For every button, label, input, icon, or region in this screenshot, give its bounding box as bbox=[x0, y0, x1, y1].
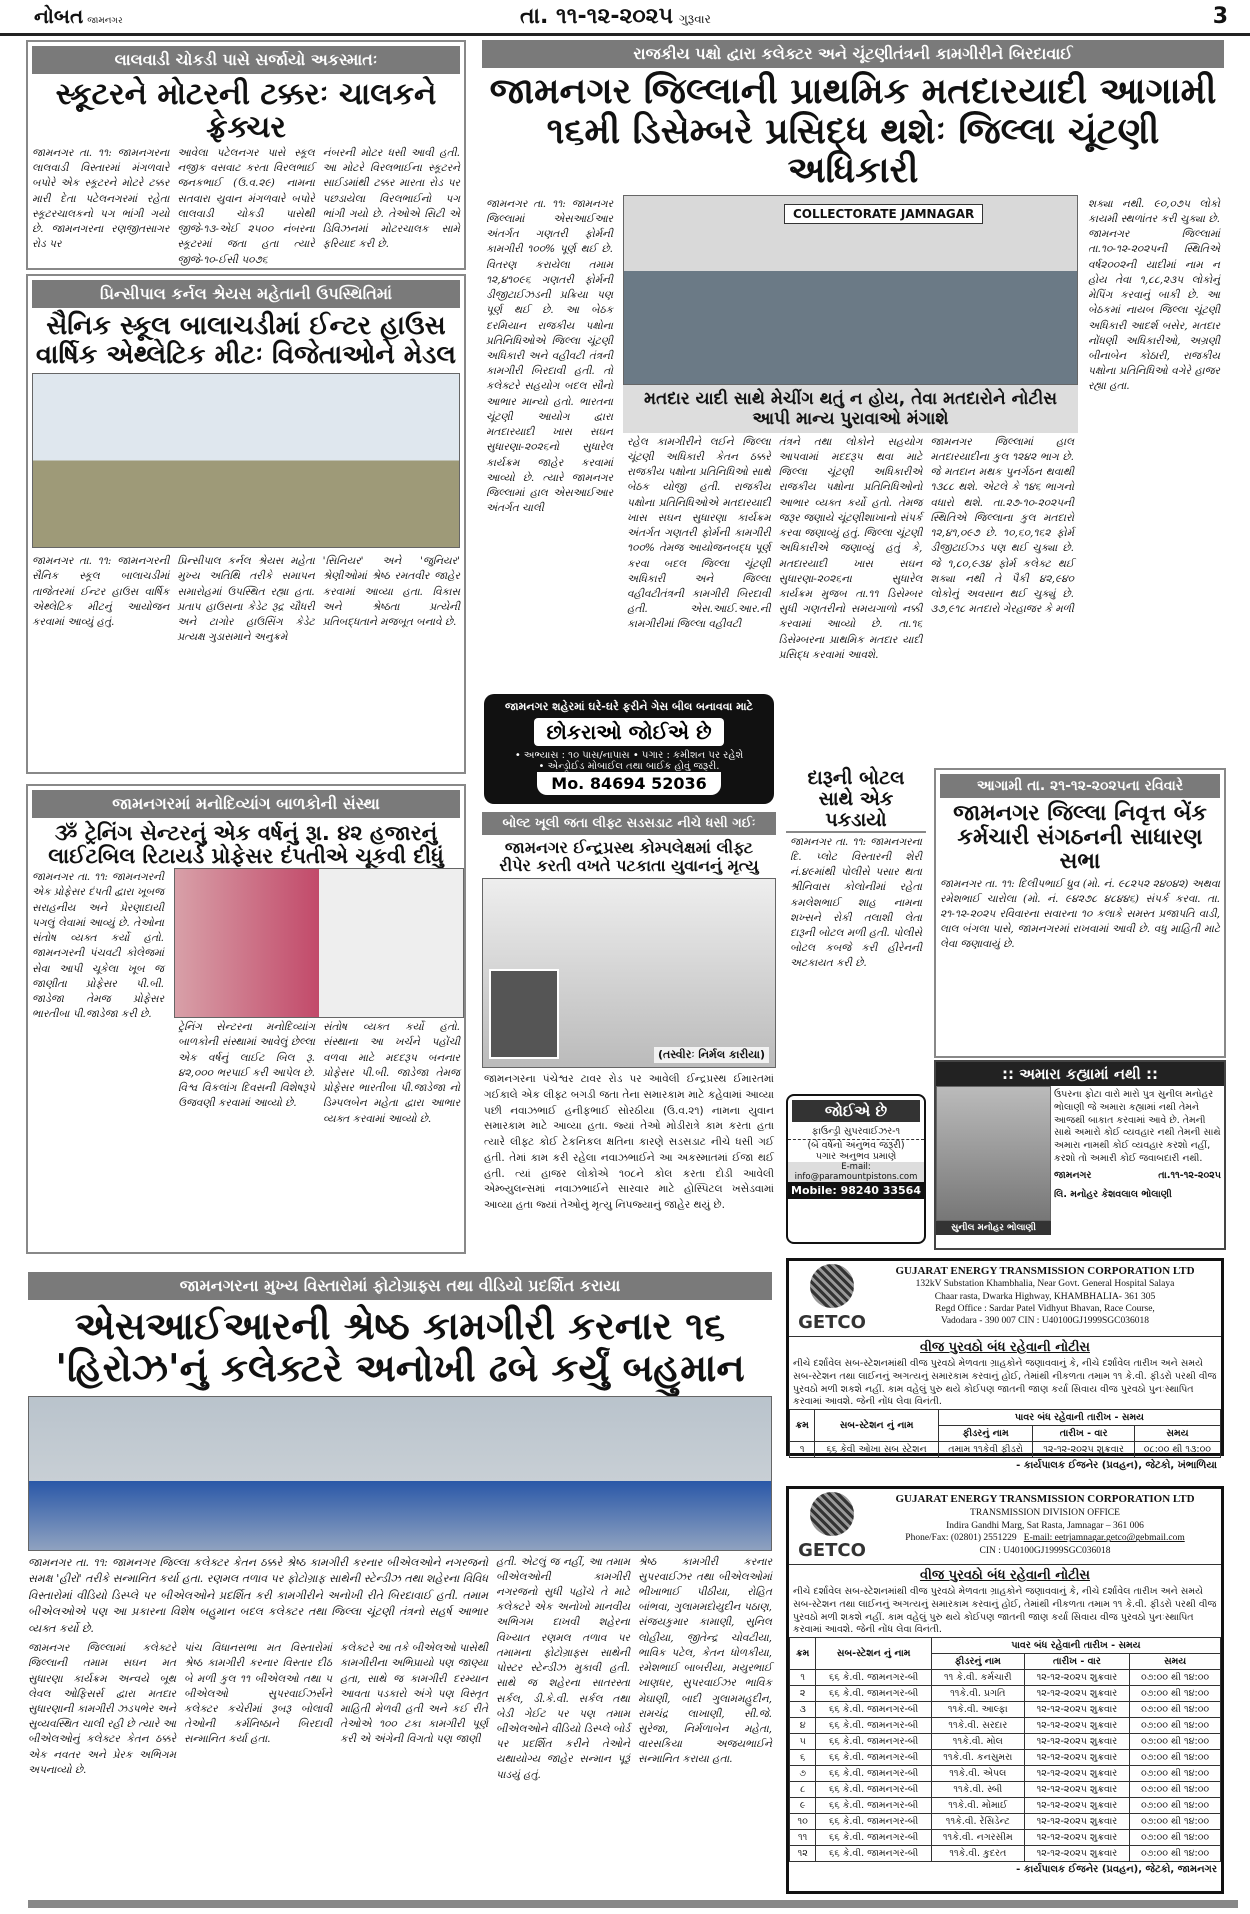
getco-notice-jamnagar bbox=[786, 1486, 1224, 1894]
cell: ૧૨-૧૨-૨૦૨૫ શુક્રવાર bbox=[1024, 1686, 1130, 1702]
cell: ૮ bbox=[790, 1782, 816, 1798]
notice-disownment bbox=[934, 1060, 1226, 1250]
table-row bbox=[790, 1830, 1221, 1846]
phone: Phone/Fax: (02801) 2551229 bbox=[905, 1533, 1017, 1544]
article-liquor bbox=[786, 768, 926, 1058]
notice-body: ઉપરના ફોટા વારો મારો પુત્ર સુનીલ મનોહર ભોલાણી જે અમારા કહ્યામાં નથી તેમને આજથી બાકાત કરવામાં આવે છે. તેમની સાથે અમારો કોઈ વ્યવહાર નથી તેમની સાથે અમારા નામથી કોઈ વ્યવહાર કરશો નહીં, કરશો તો અમારી કોઈ જવાબદારી નથી. bbox=[1054, 1089, 1221, 1165]
address-line: 132kV Substation Khambhalia, Near Govt. General Hospital Salaya bbox=[915, 1279, 1175, 1290]
body-col: કલેક્ટરે આ તકે બીએલઓ પાસેથી કામગીરીના અભિપ્રાયો પણ જાણ્યા હતા, સાથે જ કામગીરી દરમ્યાન આવતા પડકારો અંગે પણ વિસ્તૃત માહિતી મેળવી હતી અને કઈ રીતે તેઓએ ૧૦૦ ટકા કામગીરી પૂર્ણ કરી એ અંગેની વિગતો પણ જાણી bbox=[340, 1642, 488, 1746]
ad-title: છોકરાઓ જોઈએ છે bbox=[534, 718, 723, 746]
table-row bbox=[790, 1782, 1221, 1798]
kicker: જામનગરના મુખ્ય વિસ્તારોમાં ફોટોગ્રાફ્સ તથા વીડિયો પ્રદર્શિત કરાયા bbox=[28, 1272, 772, 1300]
getco-emblem-icon bbox=[810, 1264, 854, 1308]
table-row bbox=[790, 1766, 1221, 1782]
photo-credit: (તસ્વીરઃ નિર્મલ કારીયા) bbox=[654, 1047, 769, 1063]
headline-line2: વાર્ષિક એથ્લેટિક મીટઃ વિજેતાઓને મેડલ bbox=[35, 339, 457, 370]
cell: ૧૨-૧૨-૨૦૨૫ શુક્રવાર bbox=[1024, 1670, 1130, 1686]
email-link[interactable]: E-mail: eetrjamnagar.getco@gebmail.com bbox=[1023, 1533, 1185, 1544]
body-col: સંતોષ વ્યક્ત કર્યો હતો. સંસ્થાના આ ખર્ચને પહોંચી વળવા માટે મદદરૂપ બનનાર પ્રોફેસર પી.બી. જાડેજા તેમજ પ્રોફેસર ભારતીબા પી.જાડેજા નો ડિમ્પલબેન મહેતા દ્વારા આભાર વ્યક્ત કરવામાં આવ્યો છે. bbox=[323, 1021, 460, 1125]
col-header: તારીખ - વાર bbox=[1024, 1654, 1130, 1670]
ad-line: • એન્ડ્રોઈડ મોબાઈલ તથા બાઈક હોવું જરૂરી. bbox=[538, 761, 720, 772]
col-header: ફીડરનું નામ bbox=[938, 1426, 1033, 1442]
cell: ૬૬ કે.વી. જામનગર-બી bbox=[816, 1702, 932, 1718]
getco-logo bbox=[792, 1264, 872, 1333]
subheadline: મતદાર યાદી સાથે મેચીંગ થતું ન હોય, તેવા મતદારોને નોટીસ આપી માન્ય પુરાવાઓ મંગાશે bbox=[623, 385, 1078, 433]
headline-line2: કર્મચારી સંગઠનની સાધારણ સભા bbox=[957, 825, 1203, 875]
ad-salary: પગાર અનુભવ પ્રમાણે bbox=[815, 1151, 897, 1162]
body-col: હતી. એટલું જ નહીં, આ તમામ બીએલઓની કામગીરી નગરજનો સુધી પહોંચે તે માટે કલેક્ટરે એક અનોખો માનવીય અભિગમ દાખવી શહેરના વિખ્યાત રણમલ તળાવ પર તમામના ફોટોગ્રાફ્સ સાથેની પોસ્ટર સ્ટેન્ડીઝ મુકાવી હતી. સાથે જ શહેરના સાતરસ્તા સર્કલ, ડી.કે.વી. સર્કલ તથા બેડી ગેઈટ પર પણ તમામ બીએલઓને વીડિયો ડિસ્પ્લે બોર્ડ પર પ્રદર્શિત કરીને તેઓને યથાયોગ્ય જાહેર સન્માન પૂરૂં પાડયું હતું. bbox=[496, 1555, 630, 1781]
cell: ૧૨-૧૨-૨૦૨૫ શુક્રવાર bbox=[1024, 1846, 1130, 1862]
cell: ૧૧કે.વી. રેસિડેન્ટ bbox=[931, 1814, 1024, 1830]
col-header: ક્રમ bbox=[790, 1638, 816, 1670]
logo-text: નોબત bbox=[34, 4, 84, 28]
cell: ૦૭:૦૦ થી ૧૪:૦૦ bbox=[1130, 1846, 1221, 1862]
headline-line1: ૐ ટ્રેનિંગ સેન્ટરનું એક વર્ષનું રૂા. ૪૨ હજારનું bbox=[54, 821, 438, 845]
cell: ૧૨-૧૨-૨૦૨૫ શુક્રવાર bbox=[1024, 1702, 1130, 1718]
table-row bbox=[790, 1814, 1221, 1830]
table-row bbox=[790, 1670, 1221, 1686]
cell: ૧૦ bbox=[790, 1814, 816, 1830]
col-header: સબ-સ્ટેશન નું નામ bbox=[815, 1410, 938, 1442]
article-body bbox=[482, 195, 617, 665]
cell: ૩ bbox=[790, 1702, 816, 1718]
ranmal-lake-display-photo bbox=[28, 1396, 772, 1551]
article-body bbox=[28, 1637, 488, 1782]
article-training-center bbox=[26, 784, 466, 1254]
cell: ૧૧કે.વી. મોલ bbox=[931, 1734, 1024, 1750]
article-body bbox=[174, 1018, 464, 1129]
newspaper-logo bbox=[34, 4, 123, 28]
cell: ૧૨-૧૨-૨૦૨૫ શુક્રવાર bbox=[1024, 1718, 1130, 1734]
cell: ૬૬ કે.વી. જામનગર-બી bbox=[816, 1718, 932, 1734]
article-body bbox=[1084, 195, 1224, 665]
col-header: ક્રમ bbox=[790, 1410, 815, 1442]
ad-email-link[interactable]: info@paramountpistons.com bbox=[794, 1172, 918, 1182]
cell: ૬૬ કે.વી. જામનગર-બી bbox=[816, 1830, 932, 1846]
signature: - કાર્યપાલક ઈજનેર (પ્રવહન), જેટકો, જામનગર bbox=[1016, 1864, 1217, 1876]
cell: ૦૭:૦૦ થી ૧૪:૦૦ bbox=[1130, 1670, 1221, 1686]
headline-line1: એસઆઈઆરની શ્રેષ્ઠ કામગીરી કરનાર ૧૬ bbox=[74, 1304, 726, 1348]
notice-place: જામનગર bbox=[1054, 1169, 1092, 1181]
cell: ૬ bbox=[790, 1750, 816, 1766]
headline-line2: ૧૬મી ડિસેમ્બરે પ્રસિદ્ધ થશેઃ જિલ્લા ચૂંટણી અધિકારી bbox=[546, 110, 1160, 192]
cell: ૦૭:૦૦ થી ૧૪:૦૦ bbox=[1130, 1702, 1221, 1718]
ad-title: જોઈએ છે bbox=[792, 1100, 920, 1122]
article-accident bbox=[26, 40, 466, 270]
company-name: GUJARAT ENERGY TRANSMISSION CORPORATION LTD bbox=[895, 1493, 1195, 1505]
article-sir-heroes bbox=[28, 1272, 772, 1902]
cell: ૧૨-૧૨-૨૦૨૫ શુક્રવાર bbox=[1024, 1766, 1130, 1782]
cell: ૬૬ કે.વી. જામનગર-બી bbox=[816, 1670, 932, 1686]
table-row bbox=[790, 1686, 1221, 1702]
headline-line1: જામનગર જિલ્લાની પ્રાથમિક મતદારયાદી આગામી bbox=[489, 71, 1217, 112]
article-sainik-school bbox=[26, 274, 466, 774]
cell: ૬૬ કે.વી. જામનગર-બી bbox=[816, 1734, 932, 1750]
article-body bbox=[28, 868, 168, 1129]
ad-phone: Mo. 84694 52036 bbox=[537, 772, 720, 795]
outage-schedule-table bbox=[789, 1409, 1221, 1458]
article-body bbox=[28, 144, 464, 270]
address-line: Vadodara - 390 007 CIN : U40100GJ1999SGC036018 bbox=[941, 1316, 1149, 1327]
professor-couple-photo bbox=[174, 868, 464, 1018]
cell: ૬૬ કે.વી. જામનગર-બી bbox=[816, 1766, 932, 1782]
issue-date: તા. ૧૧-૧૨-૨૦૨૫ bbox=[520, 4, 674, 29]
cell: ૬૬ કે.વી. જામનગર-બી bbox=[816, 1686, 932, 1702]
article-body bbox=[936, 875, 1224, 955]
cell: ૧ bbox=[790, 1442, 815, 1458]
col-header: પાવર બંધ રહેવાની તારીખ - સમય bbox=[938, 1410, 1220, 1426]
cell: ૧૧ bbox=[790, 1830, 816, 1846]
col-header: તારીખ - વાર bbox=[1033, 1426, 1134, 1442]
headline-line2: 'હિરોઝ'નું કલેક્ટરે અનોખી ઢબે કર્યું બહુમાન bbox=[55, 1345, 745, 1390]
outage-schedule-table bbox=[789, 1637, 1221, 1862]
address-line: Chaar rasta, Dwarka Highway, KHAMBHALIA- 361 305 bbox=[934, 1291, 1156, 1302]
body-col: તંત્રને તથા લોકોને સહયોગ આપવામાં મદદરૂપ થવા માટે જિલ્લા ચૂંટણી અધિકારીએ રાજકીય પક્ષોના પ્રતિનિધિઓનો આભાર વ્યક્ત કર્યો હતો. તેમજ જરૂર જણાયે ચૂંટણીશાખાનો સંપર્ક કરવા જણાવ્યું હતું. જિલ્લા ચૂંટણી અધિકારીએ જણાવ્યું હતું કે, મતદારયાદી ખાસ સઘન સુધારણા-૨૦૨૬ના સુધારેલ કાર્યક્રમ મુજબ તા.૧૧ ડિસેમ્બર સુધી ગણતરીનો સમયગાળો નક્કી કરવામાં આવ્યો છે. તા.૧૬ ડિસેમ્બરના પ્રાથમિક મતદાર યાદી પ્રસિદ્ધ કરવામાં આવશે. bbox=[778, 435, 923, 661]
cin: CIN : U40100GJ1999SGC036018 bbox=[979, 1546, 1111, 1557]
table-row bbox=[790, 1846, 1221, 1862]
kicker: પ્રિન્સીપાલ કર્નલ શ્રેયસ મહેતાની ઉપસ્થિતિમાં bbox=[32, 280, 460, 308]
kicker: બોલ્ટ ખૂલી જતા લીફ્ટ સડસડાટ નીચે ધસી ગઈઃ bbox=[482, 812, 776, 835]
logo-city: જામનગર bbox=[87, 16, 123, 26]
article-body bbox=[496, 1555, 772, 1783]
athletes-group-photo bbox=[32, 373, 460, 548]
cell: ૭ bbox=[790, 1766, 816, 1782]
body-col: પ્રિન્સીપાલ કર્નલ શ્રેયસ મહેતા મુખ્ય અતિથિ તરીકે સમાપન સમારોહમાં ઉપસ્થિત રહ્યા હતા. પ્રતાપ હાઉસના કેડેટ રૂદ્ર ચૌધરી અને ટાગોર હાઉસિંગ કેડેટ પ્રત્યક્ષ ગુડાસમાને અનુક્રમે bbox=[177, 555, 315, 644]
body-col: જામનગર તા. ૧૧: દિલીપભાઈ ધ્રુવ (મો. નં. ૯૮૨૫૨ ૨૪૦૪૨) અથવા રમેશભાઈ ચારોલા (મો. નં. ૯૪૨૭૮ ૪૮૪૪૬) સંપર્ક કરવા. તા. ૨૧-૧૨-૨૦૨૫ રવિવારના સવારના ૧૦ કલાકે સમસ્ત પ્રજાપતિ વાડી, લાલ બંગલા પાસે, જામનગરમાં રાખવામાં આવી છે. વધુ માહિતી માટે લેવા જણાવાયું છે. bbox=[940, 877, 1220, 951]
cell: ૧૧કે.વી. કનસુમરા bbox=[931, 1750, 1024, 1766]
body-col: જામનગર જિલ્લામાં હાલ મતદારયાદીના કુલ ૧૨૪૨ ભાગ છે. જે મતદાન મથક પુનર્ગઠન થવાથી ૧૩૮૮ થશે. એટલે કે ૧૪૬ ભાગનો વધારો થશે. તા.૨૭-૧૦-૨૦૨૫ની સ્થિતિએ જિલ્લાના કુલ મતદારો ૧૨,૪૧,૦૯૭ છે. ૧૦,૬૦,૧૬૨ ફોર્મ ડીજીટાઈઝ્ડ પણ થઈ ચુક્યા છે. જે ૧,૮૦,૯૩૪ ફોર્મ કલેક્ટ થઈ શક્યા નથી તે પૈકી ૪૨,૯૪૦ લોકોનું અવસાન થઈ ચુક્યું છે. ૩૭,૯૧૮ મતદારો ગેરહાજર કે મળી bbox=[930, 435, 1075, 616]
headline-line1: જામનગર ઈન્દ્રપ્રસ્થ કોમ્પલેક્ષમાં લીફ્ટ bbox=[504, 838, 754, 857]
page-number: 3 bbox=[1212, 4, 1228, 29]
logo-text: GETCO bbox=[798, 1540, 866, 1561]
division-name: TRANSMISSION DIVISION OFFICE bbox=[970, 1507, 1120, 1518]
cell: ૧૧કે.વી. એપલ bbox=[931, 1766, 1024, 1782]
col-header: સમય bbox=[1130, 1654, 1221, 1670]
cell: ૦૭:૦૦ થી ૧૪:૦૦ bbox=[1130, 1718, 1221, 1734]
cell: ૧૨-૧૨-૨૦૨૫ શુક્રવાર bbox=[1024, 1750, 1130, 1766]
body-col: શ્રેષ્ઠ કામગીરી કરનાર સુપરવાઈઝર તથા બીએલઓમાં ભીખાભાઈ પીઠીયા, રોહિત બાંભવા, ગુલામમદોયુદીન પઠાણ, સંજયકુમાર કામાણી, સુનિલ લોહીયા, જીતેન્દ્ર ચોવટીયા, ભાવિક પટેલ, કેતન ધોળકીયા, રમેશભાઈ બાબરીયા, મયુરભાઈ ખાણધર, સુપરવાઈઝર ભાવિક મેઘાણી, બાદી ગુલામમહુદીન, રામચંદ્ર લાખાણી, સી.જે. સુરેજા, નિર્મળાબેન મહેતા, વારસકિયા અજયભાઈને સન્માનિત કરાયા હતા. bbox=[638, 1555, 772, 1766]
ad-foundry-supervisor bbox=[786, 1094, 926, 1244]
body-col: આવેલા પટેલનગર પાસે સ્કૂલ નજીક વસવાટ કરતા વિરલભાઈ જનકભાઈ (ઉ.વ.૨૯) નામના સતવારા યુવાન મંગળવારે બપોરે લાલવાડી ચોકડી પાસેથી જીજે-૧૩-એઈ ૨૫૦૦ નંબરના સ્કૂટરમાં જતા હતા ત્યારે જીજે-૧૦-ઈસી ૫૦૭૬ bbox=[177, 147, 315, 266]
cell: ૧૧ કે.વી. કર્મચારી bbox=[931, 1670, 1024, 1686]
meeting-photo bbox=[623, 195, 1078, 385]
cell: ૧૨ bbox=[790, 1846, 816, 1862]
cell: ૬૬ કે.વી. જામનગર-બી bbox=[816, 1814, 932, 1830]
cell: ૧૨-૧૨-૨૦૨૫ શુક્રવાર bbox=[1024, 1798, 1130, 1814]
collectorate-sign: COLLECTORATE JAMNAGAR bbox=[784, 204, 983, 224]
article-body bbox=[623, 433, 1078, 665]
logo-text: GETCO bbox=[798, 1312, 866, 1333]
headline-line2: લાઈટબિલ રિટાયર્ડ પ્રોફેસર દંપતીએ ચૂકવી દીધું bbox=[48, 844, 444, 869]
notice-signatory: લિ. મનોહર કેશવલાલ ભોલાણી bbox=[1054, 1188, 1172, 1200]
cell: ૧૧કે.વી. સ્બી bbox=[931, 1782, 1024, 1798]
cell: ૦૭:૦૦ થી ૧૪:૦૦ bbox=[1130, 1798, 1221, 1814]
body-col: પાંચ વિધાનસભા મત વિસ્તારોમાં શ્રેષ્ઠ કામગીરી કરનાર વિસ્તાર દીઠ બે મળી કુલ ૧૧ બીએલઓ તથા ૫ બીએલઓ સુપરવાઈઝર્સને કલેક્ટર કચેરીમાં રૂબરૂ બોલાવી તેઓની કર્મનિષ્ઠાને બિરદાવી સન્માનિત કર્યા હતા. bbox=[184, 1642, 332, 1746]
signature: - કાર્યપાલક ઈજનેર (પ્રવહન), જેટકો, ખંભાળિયા bbox=[1016, 1460, 1217, 1472]
body-col: જામનગર તા. ૧૧: જામનગરના લાલવાડી વિસ્તારમાં મંગળવારે બપોરે એક સ્કૂટરને મોટરે ટક્કર મારી દેતા પટેલનગરમાં રહેતા સ્કૂટરચાલકનો પગ ભાંગી ગયો છે. જામનગરના રણજીતસાગર રોડ પર bbox=[32, 147, 170, 251]
col-header: ફીડરનું નામ bbox=[931, 1654, 1024, 1670]
cell: ૬૬ કે.વી. જામનગર-બી bbox=[816, 1782, 932, 1798]
table-row bbox=[790, 1702, 1221, 1718]
page-footer-rule bbox=[28, 1900, 1238, 1908]
dateline bbox=[520, 4, 711, 29]
ad-position: ફાઉન્ડ્રી સુપરવાઈઝર-૧ bbox=[788, 1126, 924, 1140]
body-col: જામનગર તા. ૧૧: જામનગર જિલ્લામાં એસઆઈઆર અંતર્ગત ગણતરી ફોર્મની કામગીરી ૧૦૦% પૂર્ણ થઈ છે. વિતરણ કરાયેલા તમામ ૧૨,૪૧૦૯૬ ગણતરી ફોર્મની ડીજીટાઈઝડની પ્રક્રિયા પણ પૂર્ણ થઈ છે. આ બેઠક દરમિયાન રાજકીય પક્ષોના પ્રતિનિધિઓએ જિલ્લા ચૂંટણી અધિકારી અને વહીવટી તંત્રની કામગીરી બિરદાવી હતી. તો કલેક્ટરે સહયોગ બદલ સૌનો આભાર માન્યો હતો. ભારતના ચૂંટણી આયોગ દ્વારા મતદારયાદી ખાસ સઘન સુધારણા-૨૦૨૬નો સુધારેલ કાર્યક્રમ જાહેર કરવામાં આવ્યો છે. ત્યારે જામનગર જિલ્લામાં હાલ એસઆઈઆર અંતર્ગત ચાલી bbox=[486, 197, 613, 515]
article-bank-meeting bbox=[934, 768, 1226, 1058]
cell: ૦૭:૦૦ થી ૧૪:૦૦ bbox=[1130, 1782, 1221, 1798]
kicker: રાજકીય પક્ષો દ્વારા કલેક્ટર અને ચૂંટણીતંત્રની કામગીરીને બિરદાવાઈ bbox=[482, 40, 1224, 68]
notice-title: :: અમારા કહ્યામાં નથી :: bbox=[936, 1062, 1224, 1086]
cell: ૨ bbox=[790, 1686, 816, 1702]
article-lift-accident bbox=[482, 812, 776, 1252]
kicker: લાલવાડી ચોકડી પાસે સર્જાયો અકસ્માતઃ bbox=[32, 46, 460, 74]
victim-inset-photo bbox=[489, 969, 559, 1059]
cell: ૫ bbox=[790, 1734, 816, 1750]
cell: ૦૭:૦૦ થી ૧૪:૦૦ bbox=[1130, 1766, 1221, 1782]
body-col: શક્યા નથી. ૯૦,૦૭૫ લોકો કાયમી સ્થળાંતર કરી ચુક્યા છે. જામનગર જિલ્લામાં તા.૧૦-૧૨-૨૦૨૫ની સ્થિતિએ વર્ષ૨૦૦૨ની યાદીમાં નામ ન હોય તેવા ૧,૮૮,૨૩૫ લોકોનું મેપિંગ કરવાનું બાકી છે. આ બેઠકમાં નાયબ જિલ્લા ચૂંટણી અધિકારી આદર્શ બસેર, મતદાર નોંધણી અધિકારીઓ, અગ્રણી બીનાબેન કોઠારી, રાજકીય પક્ષોના પ્રતિનિધિઓ વગેરે હાજર રહ્યા હતા. bbox=[1088, 197, 1220, 393]
body-col: જામનગર જિલ્લામાં કલેક્ટરે જિલ્લાની તમામ સઘન મત સુધારણા કાર્યક્રમ અન્વયે બૂથ લેવલ ઓફિસર્સ દ્વારા મતદાર સુધારણાની કામગીરી ઝડપભેર અને સુવ્યવસ્થિત ચાલી રહી છે ત્યારે આ બીએલઓનું કલેક્ટર કેતન ઠક્કરે એક નવતર અને પ્રેરક અભિગમ અપનાવ્યો છે. bbox=[28, 1642, 176, 1776]
table-row bbox=[790, 1750, 1221, 1766]
table-row bbox=[790, 1798, 1221, 1814]
table-row bbox=[790, 1734, 1221, 1750]
headline-line1: સૈનિક સ્કૂલ બાલાચડીમાં ઈન્ટર હાઉસ bbox=[46, 311, 446, 341]
notice-title: વીજ પુરવઠો બંધ રહેવાની નોટીસ bbox=[920, 1568, 1090, 1583]
cell: ૦૭:૦૦ થી ૧૪:૦૦ bbox=[1130, 1686, 1221, 1702]
issue-weekday: ગુરૂવાર bbox=[679, 12, 711, 26]
kicker: આગામી તા. ૨૧-૧૨-૨૦૨૫ના રવિવારે bbox=[940, 774, 1220, 798]
email-label: E-mail: bbox=[841, 1162, 871, 1172]
article-election bbox=[482, 40, 1224, 760]
table-row bbox=[790, 1442, 1221, 1458]
cell: ૦૮:૦૦ થી ૧૩:૦૦ bbox=[1134, 1442, 1220, 1458]
cell: ૯ bbox=[790, 1798, 816, 1814]
cell: ૧૧કે.વી. સરદાર bbox=[931, 1718, 1024, 1734]
ad-experience: (બે વર્ષનો અનુભવ જરૂરી) bbox=[807, 1140, 905, 1151]
headline: સ્કૂટરને મોટરની ટક્કરઃ ચાલકને ફ્રેક્ચર bbox=[55, 77, 437, 145]
cell: ૬૬ કે.વી. જામનગર-બી bbox=[816, 1750, 932, 1766]
cell: ૧ bbox=[790, 1670, 816, 1686]
article-body bbox=[28, 552, 464, 647]
table-row bbox=[790, 1718, 1221, 1734]
body-col: જામનગર તા. ૧૧: જામનગરની સૈનિક સ્કૂલ બાલાચડીમાં તાજેતરમાં ઈન્ટર હાઉસ વાર્ષિક એથ્લેટિક મીટનું આયોજન કરવામાં આવ્યું હતું. bbox=[32, 555, 170, 629]
cell: ૬૬ કે.વી. જામનગર-બી bbox=[816, 1846, 932, 1862]
cell: ૧૨-૧૨-૨૦૨૫ શુક્રવાર bbox=[1024, 1734, 1130, 1750]
company-name: GUJARAT ENERGY TRANSMISSION CORPORATION LTD bbox=[895, 1265, 1195, 1277]
col-header: સબ-સ્ટેશન નું નામ bbox=[816, 1638, 932, 1670]
stretcher-photo bbox=[482, 878, 776, 1068]
cell: ૧૧કે.વી. નગરસીમ bbox=[931, 1830, 1024, 1846]
body-col: ટ્રેનિંગ સેન્ટરના મનોદિવ્યાંગ બાળકોની સંસ્થામાં આવેલું છેલ્લા એક વર્ષનું લાઈટ બિલ રૂ. ૪૨,૦૦૦ ભરપાઈ કરી આપેલ છે. વિશ્વ વિકલાંગ દિવસની વિશેષરૂપે ઉજવણી કરવામાં આવ્યો છે. bbox=[178, 1021, 315, 1110]
body-col: જામનગર તા. ૧૧: જામનગરની એક પ્રોફેસર દંપતી દ્વારા ખૂબજ સરાહનીય અને પ્રેરણાદાયી પગલું લેવામાં આવ્યું છે. તેઓના સંતોષ વ્યક્ત કર્યો હતો. જામનગરની પંચવટી કોલેજમાં સેવા આપી ચૂકેલા ખૂબ જ જાણીતા પ્રોફેસર પી.બી. જાડેજા તેમજ પ્રોફેસર ભારતીબા પી.જાડેજા કરી છે. bbox=[32, 871, 164, 1021]
getco-emblem-icon bbox=[810, 1492, 854, 1536]
ad-phone: Mobile: 98240 33564 bbox=[788, 1182, 924, 1199]
ad-gas-bill-jobs bbox=[484, 694, 774, 804]
headline-line2: રીપેર કરતી વખતે પટકાતા યુવાનનું મૃત્યુ bbox=[499, 855, 759, 875]
body-col: નંબરની મોટર ધસી આવી હતી. આ મોટરે વિરલભાઈના સ્કૂટરને સાઈડમાંથી ટક્કર મારતા રોડ પર પછડાયેલા વિરલભાઈનો પગ ભાંગી ગયો છે. તેઓએ સિટી એ ડિવિઝનમાં મોટરચાલક સામે ફરિયાદ કરી છે. bbox=[322, 147, 460, 251]
cell: ૦૭:૦૦ થી ૧૪:૦૦ bbox=[1130, 1750, 1221, 1766]
cell: ૬૬ કે.વી. જામનગર-બી bbox=[816, 1798, 932, 1814]
cell: ૧૨-૧૨-૨૦૨૫ શુક્રવાર bbox=[1024, 1814, 1130, 1830]
notice-title: વીજ પુરવઠો બંધ રહેવાની નોટીસ bbox=[920, 1340, 1090, 1355]
col-header: સમય bbox=[1134, 1426, 1220, 1442]
person-photo bbox=[936, 1086, 1051, 1221]
address-line: Indira Gandhi Marg, Sat Rasta, Jamnagar – 361 006 bbox=[946, 1520, 1144, 1531]
cell: ૧૨-૧૨-૨૦૨૫ શુક્રવાર bbox=[1033, 1442, 1134, 1458]
headline: દારૂની બોટલ સાથે એક પકડાયો bbox=[786, 768, 926, 833]
notice-body: નીચે દર્શાવેલ સબ-સ્ટેશનમાંથી વીજ પુરવઠો મેળવતા ગ્રાહકોને જણાવવાનું કે, નીચે દર્શાવેલ તારીખ અને સમયે સબ-સ્ટેશન તથા લાઈનનું અગત્યનું સમારકામ કરવાનું હોઈ, તેમાંથી નીકળતા તમામ ૧૧ કે.વી. ફીડરો પરથી વીજ પુરવઠો મળી શકશે નહીં. કામ વહેલું પુરુ થયે કોઈપણ જાતની જાણ કર્યા સિવાય વીજ પુરવઠો પુનઃસ્થાપિત કરવામાં આવશે. જેની નોંધ લેવા વિનંતી. bbox=[793, 1358, 1217, 1408]
ad-line: • અભ્યાસ : ૧૦ પાસ/નાપાસ • પગાર : કમીશન પર રહેશે bbox=[514, 750, 744, 761]
body-col: 'સિનિયર' અને 'જુનિયર' શ્રેણીઓમાં શ્રેષ્ઠ રમતવીર જાહેર કરવામાં આવ્યા હતા. વિકાસ અને શ્રેષ્ઠતા પ્રત્યેની પ્રતિબદ્ધતાને મજબૂત બનાવે છે. bbox=[322, 555, 460, 629]
cell: ૧૧કે.વી. મોમાઈ bbox=[931, 1798, 1024, 1814]
getco-notice-khambhalia bbox=[786, 1258, 1224, 1472]
photo-name: સુનીલ મનોહર ભોલાણી bbox=[936, 1221, 1051, 1235]
cell: ૧૧કે.વી. કુદરત bbox=[931, 1846, 1024, 1862]
body-col: રહેલ કામગીરીને લઈને જિલ્લા ચૂંટણી અધિકારી કેતન ઠક્કરે રાજકીય પક્ષોના પ્રતિનિધિઓ સાથે બેઠક યોજી હતી. રાજકીય પક્ષોના પ્રતિનિધિઓએ મતદારયાદી ખાસ સઘન સુધારણા કાર્યક્રમ અંતર્ગત ગણતરી ફોર્મની કામગીરી ૧૦૦% તેમજ આયોજનબદ્ધ પૂર્ણ કરવા બદલ જિલ્લા ચૂંટણી અધિકારી અને જિલ્લા વહીવટીતંત્રની કામગીરી બિરદાવી હતી. એસ.આઈ.આર.ની કામગીરીમાં જિલ્લા વહીવટી bbox=[627, 435, 771, 631]
cell: ૦૭:૦૦ થી ૧૪:૦૦ bbox=[1130, 1830, 1221, 1846]
cell: ૧૨-૧૨-૨૦૨૫ શુક્રવાર bbox=[1024, 1830, 1130, 1846]
article-lead: જામનગર તા. ૧૧: જામનગર જિલ્લા કલેક્ટર કેતન ઠક્કરે શ્રેષ્ઠ કામગીરી કરનાર બીએલઓને નગરજનો સમક્ષ 'હીરો' તરીકે સન્માનિત કર્યા હતા. રણમલ તળાવ પર ફોટોગ્રાફ સાથેની સ્ટેન્ડીઝ તથા શહેરના વિવિધ વિસ્તારોમાં વીડિયો ડિસ્પ્લે પર બીએલઓને પ્રદર્શિત કરી કામગીરીને અનોખી રીતે બિરદાવાઈ હતી. તમામ બીએલઓએ પણ આ પ્રકારના વિશેષ બહુમાન બદલ કલેક્ટર તથા જિલ્લા ચૂંટણી તંત્રનો સહર્ષ આભાર વ્યક્ત કર્યો છે. bbox=[28, 1555, 488, 1635]
article-body: જામનગરના પંચેશ્વર ટાવર રોડ પર આવેલી ઈન્દ્રપ્રસ્થ ઈમારતમાં ગઈકાલે એક લીફ્ટ બગડી જતા તેના સમારકામ માટે કહેવામાં આવ્યા પછી નવાઝભાઈ હનીફભાઈ સોરઠીયા (ઉ.વ.૨૧) નામના યુવાન સમારકામ માટે આવ્યા હતા. જ્યાં તેઓ મોડીરાત્રે કામ કરતા હતા ત્યારે લીફ્ટ કોઈ ટેકનિકલ ક્ષતિના કારણે સડસડાટ નીચે ધસી ગઈ હતી. તેમાં કામ કરી રહેલા નવાઝભાઈને આ અકસ્માતમાં ઈજા થઈ હતી. ત્યાં હાજર લોકોએ ૧૦૮ને કોલ કરતા દોડી આવેલી એમ્બ્યુલન્સમાં નવાઝભાઈને સારવાર માટે હોસ્પિટલ ખસેડવામાં આવ્યા હતા જ્યાં તેઓનું મૃત્યુ નિપજ્યાનું જાહેર થયું છે. bbox=[484, 1073, 774, 1212]
col-header: પાવર બંધ રહેવાની તારીખ - સમય bbox=[931, 1638, 1220, 1654]
getco-logo bbox=[792, 1492, 872, 1561]
masthead bbox=[0, 0, 1250, 36]
cell: ૧૧કે.વી. પ્રગતિ bbox=[931, 1686, 1024, 1702]
ad-line: જામનગર શહેરમાં ઘરે-ઘરે ફરીને ગેસ બીલ બનાવવા માટે bbox=[505, 700, 753, 713]
notice-date: તા.૧૧-૧૨-૨૦૨૫ bbox=[1158, 1169, 1221, 1181]
cell: ૦૭:૦૦ થી ૧૪:૦૦ bbox=[1130, 1814, 1221, 1830]
cell: તમામ ૧૧કેવી ફીડરો bbox=[938, 1442, 1033, 1458]
kicker: જામનગરમાં મનોદિવ્યાંગ બાળકોની સંસ્થા bbox=[32, 790, 460, 818]
article-body bbox=[786, 833, 926, 974]
cell: ૦૭:૦૦ થી ૧૪:૦૦ bbox=[1130, 1734, 1221, 1750]
cell: ૬૬ કેવી ઓખા સબ સ્ટેશન bbox=[815, 1442, 938, 1458]
headline-line1: જામનગર જિલ્લા નિવૃત્ત બેંક bbox=[953, 801, 1207, 826]
cell: ૧૧કે.વી. આલ્ફા bbox=[931, 1702, 1024, 1718]
cell: ૧૨-૧૨-૨૦૨૫ શુક્રવાર bbox=[1024, 1782, 1130, 1798]
address-line: Regd Office : Sardar Patel Vidhyut Bhavan, Race Course, bbox=[935, 1303, 1155, 1314]
body-col: જામનગર તા. ૧૧: જામનગરના દિ. પ્લોટ વિસ્તારની શેરી નં.૪૯માંથી પોલીસે પસાર થતા શ્રીનિવાસ કોલોનીમાં રહેતા કમલેશભાઈ શાહ નામના શખ્સને રોકી તલાશી લેતા દારૂની બોટલ મળી હતી. પોલીસે બોટલ કબજે કરી હીરેનની અટકાયત કરી છે. bbox=[790, 835, 922, 970]
cell: ૪ bbox=[790, 1718, 816, 1734]
notice-body: નીચે દર્શાવેલ સબ-સ્ટેશનમાંથી વીજ પુરવઠો મેળવતા ગ્રાહકોને જણાવવાનું કે, નીચે દર્શાવેલ તારીખ અને સમયે સબ-સ્ટેશન તથા લાઈનનું અગત્યનું સમારકામ કરવાનું હોઈ, તેમાંથી નીકળતા તમામ ૧૧ કે.વી. ફીડરો પરથી વીજ પુરવઠો મળી શકશે નહીં. કામ વહેલું પુરુ થયે કોઈપણ જાતની જાણ કર્યા સિવાય વીજ પુરવઠો પુનઃસ્થાપિત કરવામાં આવશે. જેની નોંધ લેવા વિનંતી. bbox=[793, 1586, 1217, 1636]
